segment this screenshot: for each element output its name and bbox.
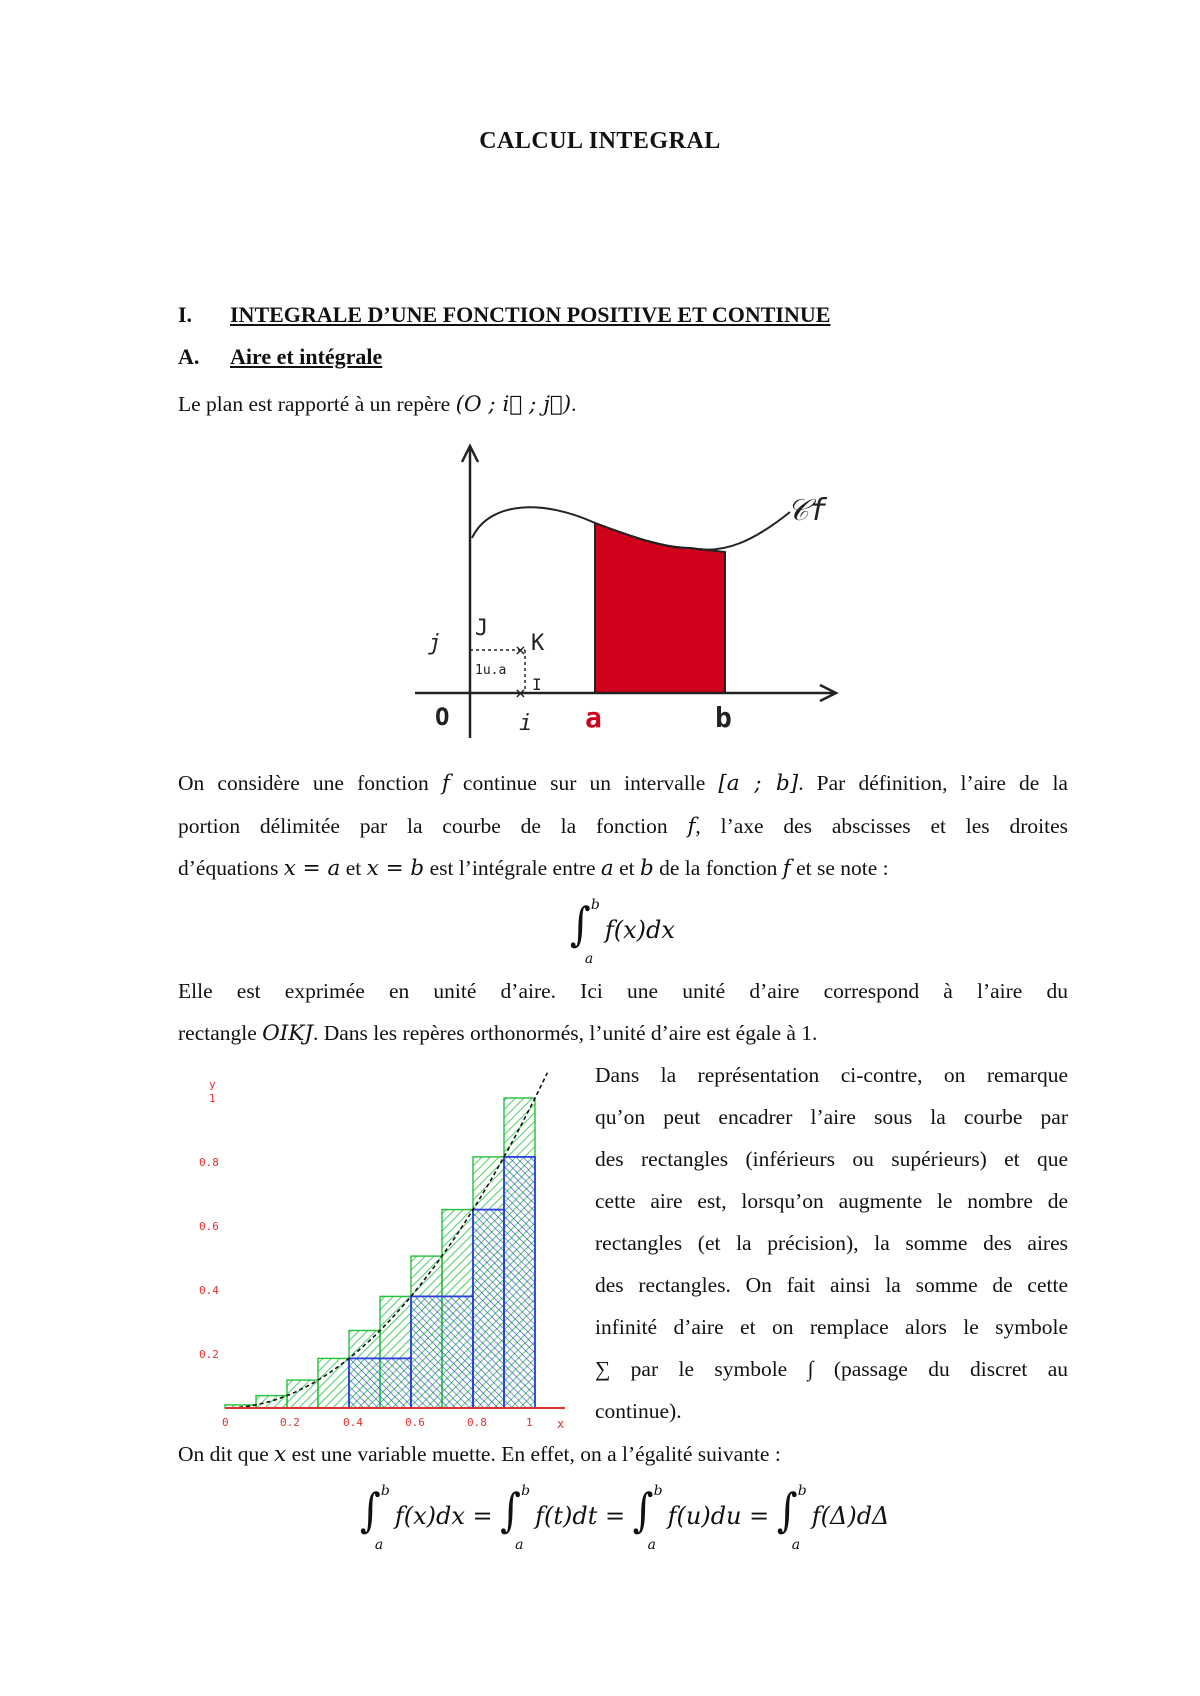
intro-line: Le plan est rapporté à un repère (O ; i⃗ ; j⃗).	[178, 392, 577, 417]
paragraph-definition-line1: On considère une fonction f continue sur un intervalle [a ; b]. Par définition, l’aire de la	[178, 771, 1068, 796]
y-tick-0.2: 0.2	[199, 1348, 219, 1361]
section-title: INTEGRALE D’UNE FONCTION POSITIVE ET CONTINUE	[230, 302, 831, 327]
y-tick-0.6: 0.6	[199, 1220, 219, 1233]
x-tick-1: 1	[526, 1416, 533, 1429]
x-tick-0.8: 0.8	[467, 1416, 487, 1429]
subsection-title: Aire et intégrale	[230, 344, 383, 369]
label-I: I	[532, 675, 542, 694]
lower-rectangle	[349, 1358, 411, 1408]
page-title: CALCUL INTEGRAL	[479, 128, 721, 154]
integral-sign-icon: ∫	[500, 1484, 522, 1538]
k-cross-icon: ×	[515, 640, 526, 661]
riemann-line: des rectangles. On fait ainsi la somme de cette	[595, 1273, 1068, 1297]
x-tick-0.4: 0.4	[343, 1416, 363, 1429]
bound-b-label: b	[715, 701, 732, 734]
upper-rectangle	[318, 1358, 349, 1408]
riemann-line: continue).	[595, 1399, 682, 1423]
y-tick-1: 1	[209, 1092, 216, 1105]
bound-a-label: a	[585, 701, 602, 734]
curve-label: 𝒞f	[787, 493, 827, 528]
paragraph-riemann	[595, 1054, 1068, 1432]
x-tick-0: 0	[222, 1416, 229, 1429]
paragraph-definition-line2: portion délimitée par la courbe de la fonction f, l’axe des abscisses et les droites	[178, 814, 1068, 839]
integral-sign-icon: ∫	[632, 1484, 654, 1538]
y-tick-0.8: 0.8	[199, 1156, 219, 1169]
paragraph-unit-line2: rectangle OIKJ. Dans les repères orthonormés, l’unité d’aire est égale à 1.	[178, 1021, 818, 1046]
riemann-line: qu’on peut encadrer l’aire sous la courbe par	[595, 1105, 1068, 1129]
riemann-line: Dans la représentation ci-contre, on remarque	[595, 1063, 1068, 1087]
riemann-line: infinité d’aire et on remplace alors le symbole	[595, 1315, 1068, 1339]
lower-rectangle	[411, 1296, 473, 1408]
x-tick-0.6: 0.6	[405, 1416, 425, 1429]
frame-notation: (O ; i⃗ ; j⃗)	[455, 392, 572, 417]
unit-area-label: 1u.a	[475, 663, 507, 678]
section-number: I.	[178, 302, 193, 327]
integral-sign-icon: ∫	[360, 1484, 381, 1538]
paragraph-dummy-variable: On dit que x est une variable muette. En effet, on a l’égalité suivante :	[178, 1442, 781, 1467]
paragraph-definition-line3: d’équations x = a et x = b est l’intégrale entre a et b de la fonction f et se note :	[178, 856, 889, 881]
section-heading-1	[178, 302, 830, 328]
i-vector-label: i	[519, 711, 533, 736]
sigma-symbol: ∑	[595, 1357, 611, 1381]
label-J: J	[475, 616, 489, 641]
area-figure	[395, 440, 855, 750]
integral-sign-icon: ∫	[570, 898, 591, 952]
riemann-line: cette aire est, lorsqu’on augmente le nombre de	[595, 1189, 1068, 1213]
x-axis-label: x	[557, 1417, 565, 1430]
lower-rectangle	[473, 1210, 504, 1408]
j-vector-label: j	[428, 631, 442, 656]
riemann-line: ∑ par le symbole ∫ (passage du discret au	[595, 1357, 1069, 1381]
riemann-sum-figure	[195, 1070, 575, 1430]
integral-notation: ∫ b a f(x)dx	[570, 896, 675, 967]
y-axis-label: y	[209, 1078, 216, 1091]
upper-rectangle	[287, 1380, 318, 1408]
i-cross-icon: ×	[515, 683, 526, 704]
subsection-heading-a	[178, 344, 382, 370]
riemann-line: des rectangles (inférieurs ou supérieurs) et que	[595, 1147, 1068, 1171]
area-region	[595, 523, 725, 693]
lower-rectangle	[504, 1157, 535, 1408]
subsection-number: A.	[178, 344, 200, 369]
x-tick-0.2: 0.2	[280, 1416, 300, 1429]
origin-label: O	[435, 703, 450, 731]
dummy-variable-equality: ∫ b a f(x)dx = ∫ b a f(t)dt = ∫ b a f(u)du = ∫ b a f(Δ)dΔ	[360, 1482, 890, 1553]
label-K: K	[531, 631, 545, 656]
integral-sign-icon: ∫	[776, 1484, 798, 1538]
y-tick-0.4: 0.4	[199, 1284, 219, 1297]
paragraph-unit-line1: Elle est exprimée en unité d’aire. Ici une unité d’aire correspond à l’aire du	[178, 979, 1068, 1003]
integral-symbol: ∫	[807, 1357, 814, 1381]
riemann-line: rectangles (et la précision), la somme des aires	[595, 1231, 1068, 1255]
